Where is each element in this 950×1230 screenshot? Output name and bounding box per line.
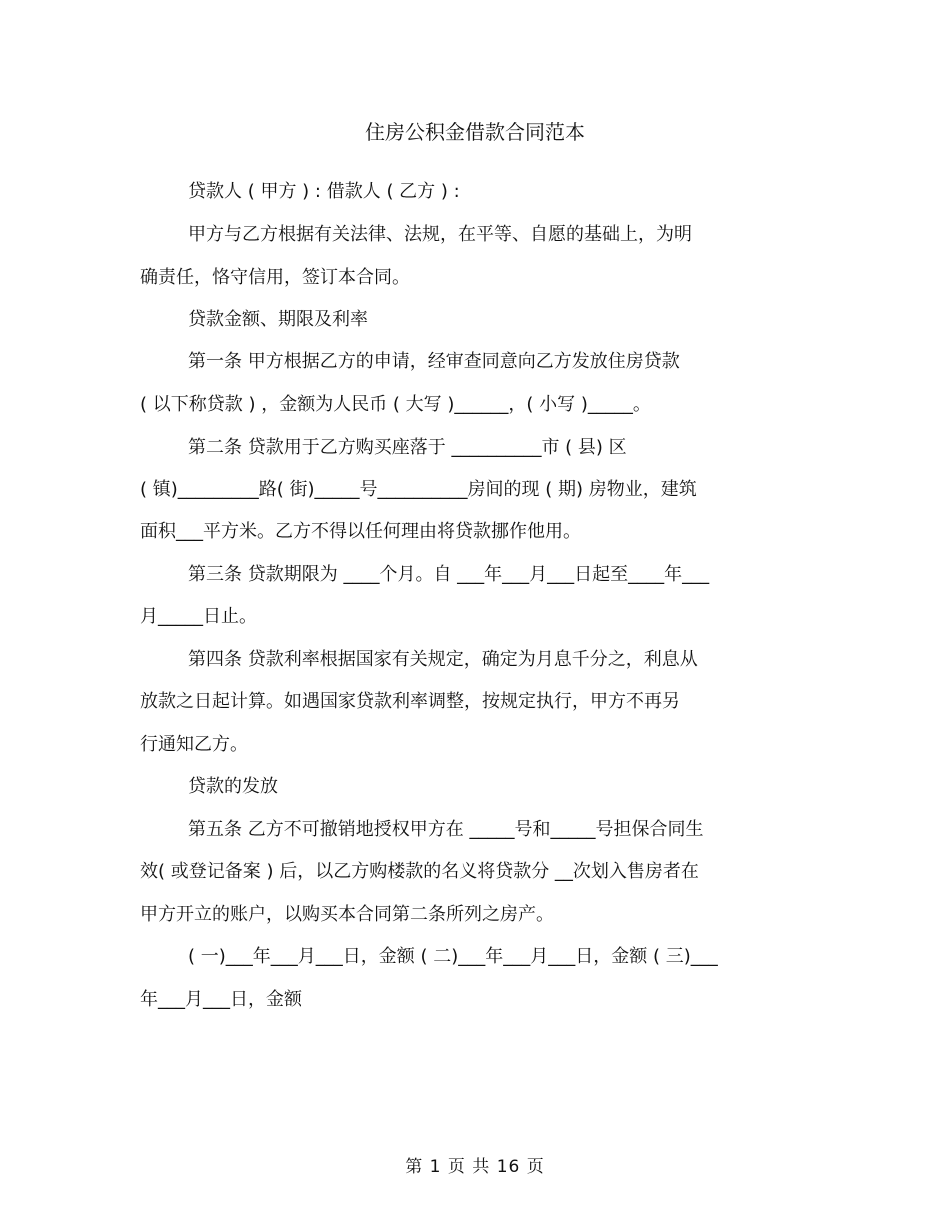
paragraph-line: 甲方与乙方根据有关法律、法规，在平等、自愿的基础上，为明 — [188, 224, 692, 245]
page-number-footer: 第 1 页 共 16 页 — [405, 1157, 545, 1177]
paragraph-line: 面积___平方米。乙方不得以任何理由将贷款挪作他用。 — [140, 521, 581, 542]
paragraph-line: ( 一)___年___月___日，金额 ( 二)___年___月___日，金额 ( 三)___ — [188, 946, 718, 967]
paragraph-line: 第二条 贷款用于乙方购买座落于 __________市 ( 县) 区 — [188, 437, 627, 458]
paragraph-line: ( 镇)_________路( 街)_____号__________房间的现 ( 期) 房物业，建筑 — [140, 479, 697, 500]
paragraph-line: 第五条 乙方不可撤销地授权甲方在 _____号和_____号担保合同生 — [188, 819, 704, 840]
paragraph-line: 第一条 甲方根据乙方的申请，经审查同意向乙方发放住房贷款 — [188, 351, 680, 372]
paragraph-line: 贷款人 ( 甲方 ) : 借款人 ( 乙方 ) : — [188, 181, 460, 202]
paragraph-line: 放款之日起计算。如遇国家贷款利率调整，按规定执行，甲方不再另 — [140, 691, 680, 712]
section-heading: 贷款金额、期限及利率 — [188, 309, 368, 330]
paragraph-line: 确责任，恪守信用，签订本合同。 — [140, 267, 410, 288]
document-title: 住房公积金借款合同范本 — [365, 120, 585, 144]
paragraph-line: 效( 或登记备案 ) 后，以乙方购楼款的名义将贷款分 __次划入售房者在 — [140, 861, 699, 882]
paragraph-line: 年___月___日，金额 — [140, 989, 302, 1010]
paragraph-line: ( 以下称贷款 ) ，金额为人民币 ( 大写 )______，( 小写 )_____。 — [140, 394, 651, 415]
paragraph-line: 月_____日止。 — [140, 606, 257, 627]
paragraph-line: 第三条 贷款期限为 ____个月。自 ___年___月___日起至____年___ — [188, 564, 710, 585]
section-heading: 贷款的发放 — [188, 776, 278, 797]
paragraph-line: 第四条 贷款利率根据国家有关规定，确定为月息千分之，利息从 — [188, 649, 698, 670]
paragraph-line: 甲方开立的账户，以购买本合同第二条所列之房产。 — [140, 904, 554, 925]
paragraph-line: 行通知乙方。 — [140, 734, 248, 755]
